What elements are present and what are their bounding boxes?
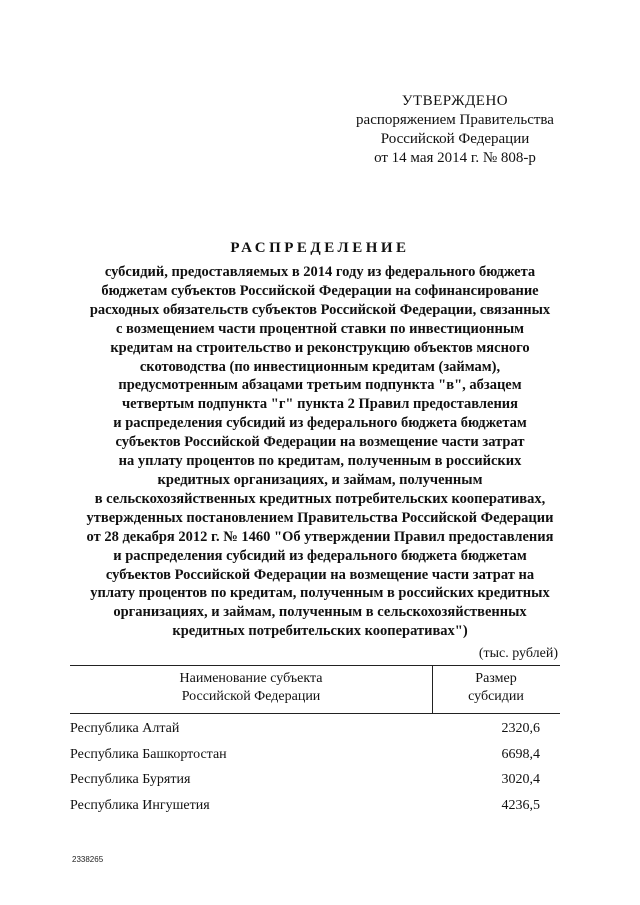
subtitle-line: утвержденных постановлением Правительства Российской Федерации — [86, 509, 554, 526]
approval-line-2: Российской Федерации — [380, 131, 530, 147]
document-subtitle — [40, 263, 600, 641]
table-header-name — [70, 670, 432, 706]
subtitle-line: на уплату процентов по кредитам, полученным в российских — [118, 453, 522, 470]
table-header-name-line-1: Наименование субъекта — [179, 671, 323, 686]
subsidy-amount: 6698,4 — [501, 746, 540, 762]
subtitle-line: кредитных организациях, и займам, полученным — [157, 471, 483, 488]
approval-stamp — [330, 92, 580, 168]
subtitle-line: организациях, и займам, полученным в сельскохозяйственных — [113, 604, 527, 621]
region-name: Республика Башкортостан — [70, 746, 227, 762]
approval-line-3: от 14 мая 2014 г. № 808-р — [374, 150, 536, 166]
table-header-size-line-1: Размер — [475, 671, 517, 686]
region-name: Республика Ингушетия — [70, 797, 210, 813]
document-code: 2338265 — [72, 855, 104, 864]
table-header-size-line-2: субсидии — [468, 689, 524, 704]
approval-line-1: распоряжением Правительства — [356, 112, 554, 128]
subtitle-line: уплату процентов по кредитам, полученным в российских кредитных — [90, 585, 550, 602]
table-row — [70, 793, 540, 819]
region-name: Республика Бурятия — [70, 772, 191, 787]
table-row — [70, 767, 540, 793]
document-title: РАСПРЕДЕЛЕНИЕ — [230, 240, 410, 256]
subtitle-line: субъектов Российской Федерации на возмещение части затрат на — [105, 566, 535, 583]
subtitle-line: и распределения субсидий из федерального бюджета бюджетам — [113, 547, 527, 564]
region-name: Республика Алтай — [70, 721, 180, 736]
table-header-name-line-2: Российской Федерации — [181, 689, 321, 704]
subtitle-line: предусмотренным абзацами третьим подпункта "в", абзацем — [118, 377, 522, 394]
subtitle-line: субъектов Российской Федерации на возмещение части затрат — [115, 434, 525, 451]
subtitle-line: скотоводства (по инвестиционным кредитам (займам), — [139, 358, 501, 375]
subtitle-line: с возмещением части процентной ставки по инвестиционным — [115, 320, 525, 337]
subtitle-line: кредитных потребительских кооперативах") — [172, 623, 468, 640]
subtitle-line: от 28 декабря 2012 г. № 1460 "Об утверждении Правил предоставления — [86, 528, 554, 545]
subtitle-line: кредитам на строительство и реконструкцию объектов мясного — [110, 339, 530, 356]
subtitle-line: и распределения субсидий из федерального бюджета бюджетам — [113, 415, 527, 432]
subsidy-amount: 4236,5 — [501, 797, 540, 813]
subsidy-amount: 3020,4 — [501, 772, 540, 787]
table-header-size — [432, 670, 560, 706]
subtitle-line: четвертым подпункта "г" пункта 2 Правил предоставления — [121, 396, 519, 413]
subtitle-line: субсидий, предоставляемых в 2014 году из федерального бюджета — [104, 264, 536, 280]
subtitle-line: в сельскохозяйственных кредитных потребительских кооперативах, — [94, 490, 546, 507]
table-row — [70, 742, 540, 768]
approved-label: УТВЕРЖДЕНО — [401, 93, 509, 109]
table-top-rule — [70, 665, 560, 666]
units-label: (тыс. рублей) — [478, 646, 558, 661]
table-body — [70, 716, 540, 818]
table-row — [70, 716, 540, 742]
subtitle-line: расходных обязательств субъектов Российской Федерации, связанных — [89, 301, 551, 318]
subsidy-amount: 2320,6 — [501, 721, 540, 736]
subtitle-line: бюджетам субъектов Российской Федерации на софинансирование — [101, 282, 539, 299]
table-header-rule — [70, 713, 560, 714]
